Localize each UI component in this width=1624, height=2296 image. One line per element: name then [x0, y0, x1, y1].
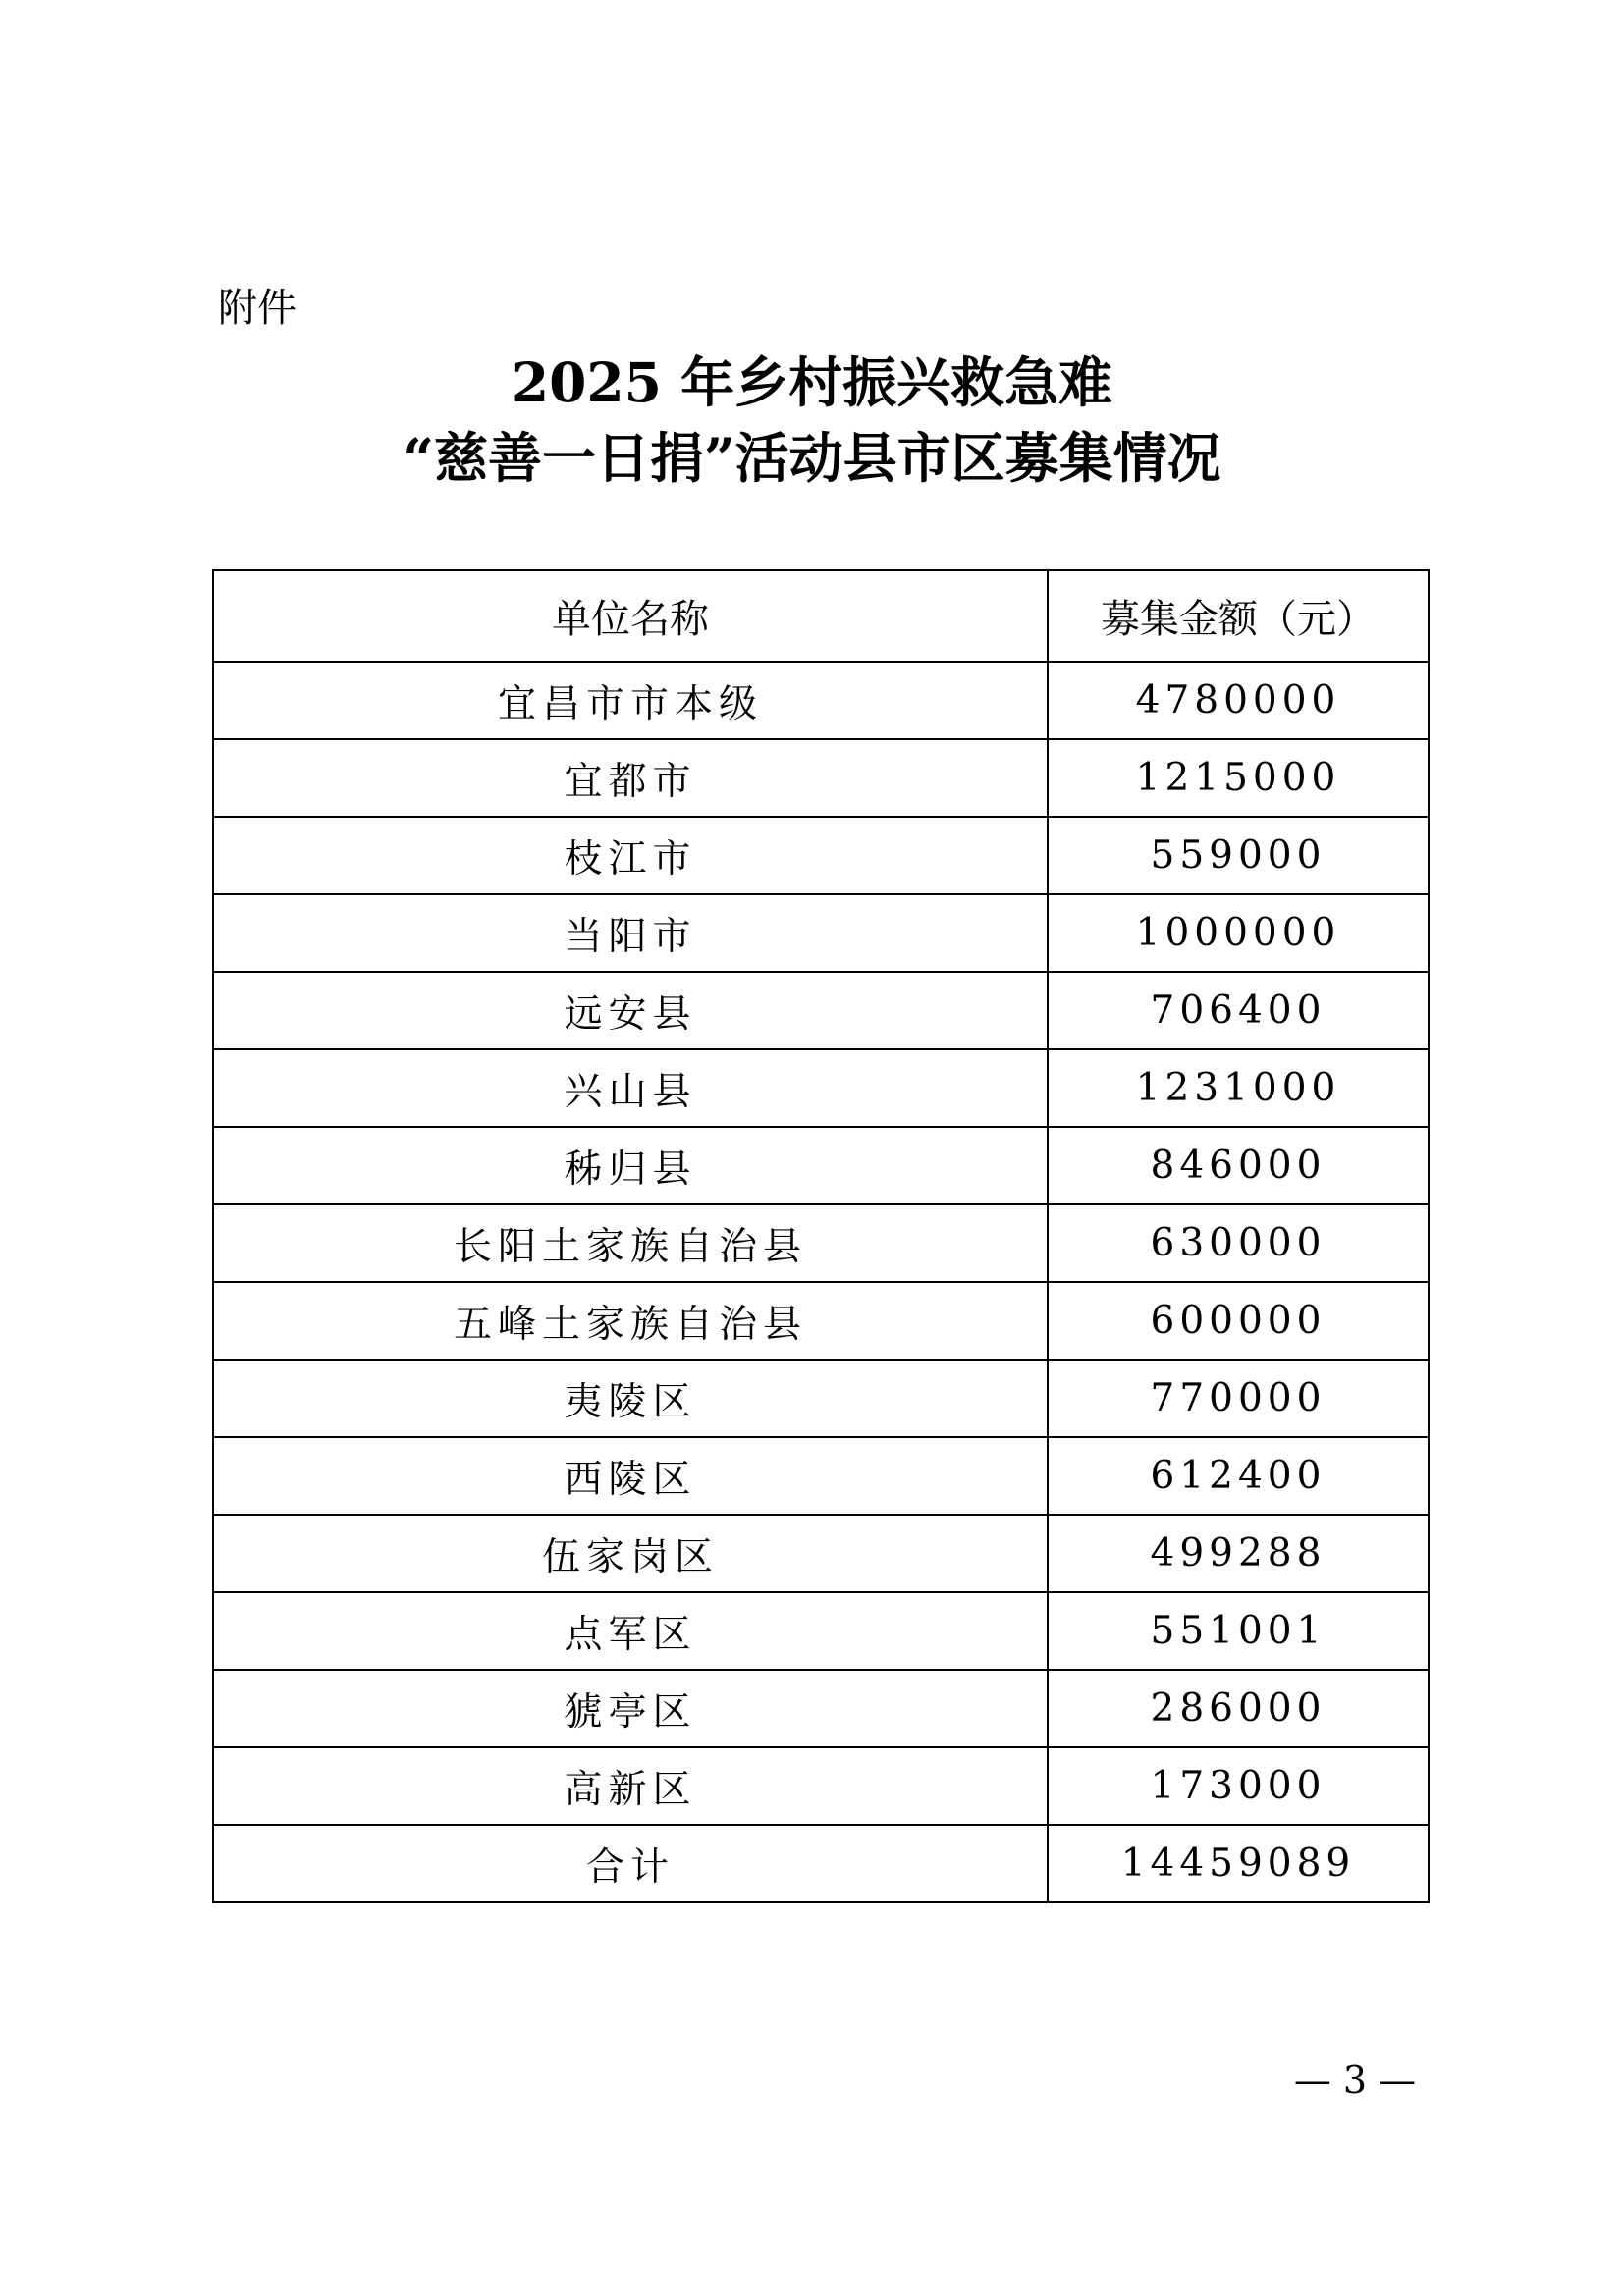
table-row	[213, 739, 1429, 817]
unit-name-cell: 远安县	[213, 972, 1048, 1049]
table-row	[213, 1127, 1429, 1204]
unit-name-cell: 枝江市	[213, 817, 1048, 894]
unit-name-cell: 当阳市	[213, 894, 1048, 972]
table-row	[213, 1515, 1429, 1592]
unit-name-cell: 长阳土家族自治县	[213, 1204, 1048, 1282]
table-row	[213, 662, 1429, 739]
document-title-line-2: “慈善一日捐”活动县市区募集情况	[403, 426, 1221, 490]
column-header-unit: 单位名称	[213, 570, 1048, 662]
total-amount-cell: 14459089	[1048, 1825, 1429, 1902]
amount-cell: 612400	[1048, 1437, 1429, 1515]
table-total-row	[213, 1825, 1429, 1902]
amount-cell: 499288	[1048, 1515, 1429, 1592]
unit-name-cell: 宜昌市市本级	[213, 662, 1048, 739]
table-row	[213, 1670, 1429, 1747]
unit-name-cell: 西陵区	[213, 1437, 1048, 1515]
amount-cell: 4780000	[1048, 662, 1429, 739]
table-row	[213, 972, 1429, 1049]
donation-table	[212, 569, 1430, 1903]
amount-cell: 706400	[1048, 972, 1429, 1049]
document-title-line-1: 2025 年乡村振兴救急难	[511, 350, 1113, 414]
unit-name-cell: 伍家岗区	[213, 1515, 1048, 1592]
table-row	[213, 1747, 1429, 1825]
unit-name-cell: 夷陵区	[213, 1360, 1048, 1437]
amount-cell: 551001	[1048, 1592, 1429, 1670]
table-row	[213, 817, 1429, 894]
amount-cell: 559000	[1048, 817, 1429, 894]
table-header-row	[213, 570, 1429, 662]
column-header-amount: 募集金额（元）	[1048, 570, 1429, 662]
unit-name-cell: 五峰土家族自治县	[213, 1282, 1048, 1360]
table-row	[213, 1204, 1429, 1282]
table-row	[213, 894, 1429, 972]
unit-name-cell: 兴山县	[213, 1049, 1048, 1127]
unit-name-cell: 高新区	[213, 1747, 1048, 1825]
total-label-cell: 合计	[213, 1825, 1048, 1902]
unit-name-cell: 猇亭区	[213, 1670, 1048, 1747]
amount-cell: 600000	[1048, 1282, 1429, 1360]
table-row	[213, 1282, 1429, 1360]
amount-cell: 1000000	[1048, 894, 1429, 972]
amount-cell: 1231000	[1048, 1049, 1429, 1127]
unit-name-cell: 宜都市	[213, 739, 1048, 817]
page-number: — 3 —	[1293, 2058, 1417, 2102]
table-row	[213, 1360, 1429, 1437]
table-row	[213, 1592, 1429, 1670]
unit-name-cell: 点军区	[213, 1592, 1048, 1670]
amount-cell: 286000	[1048, 1670, 1429, 1747]
amount-cell: 173000	[1048, 1747, 1429, 1825]
table-row	[213, 1049, 1429, 1127]
amount-cell: 1215000	[1048, 739, 1429, 817]
amount-cell: 846000	[1048, 1127, 1429, 1204]
table-row	[213, 1437, 1429, 1515]
amount-cell: 630000	[1048, 1204, 1429, 1282]
amount-cell: 770000	[1048, 1360, 1429, 1437]
unit-name-cell: 秭归县	[213, 1127, 1048, 1204]
attachment-label: 附件	[218, 286, 297, 331]
